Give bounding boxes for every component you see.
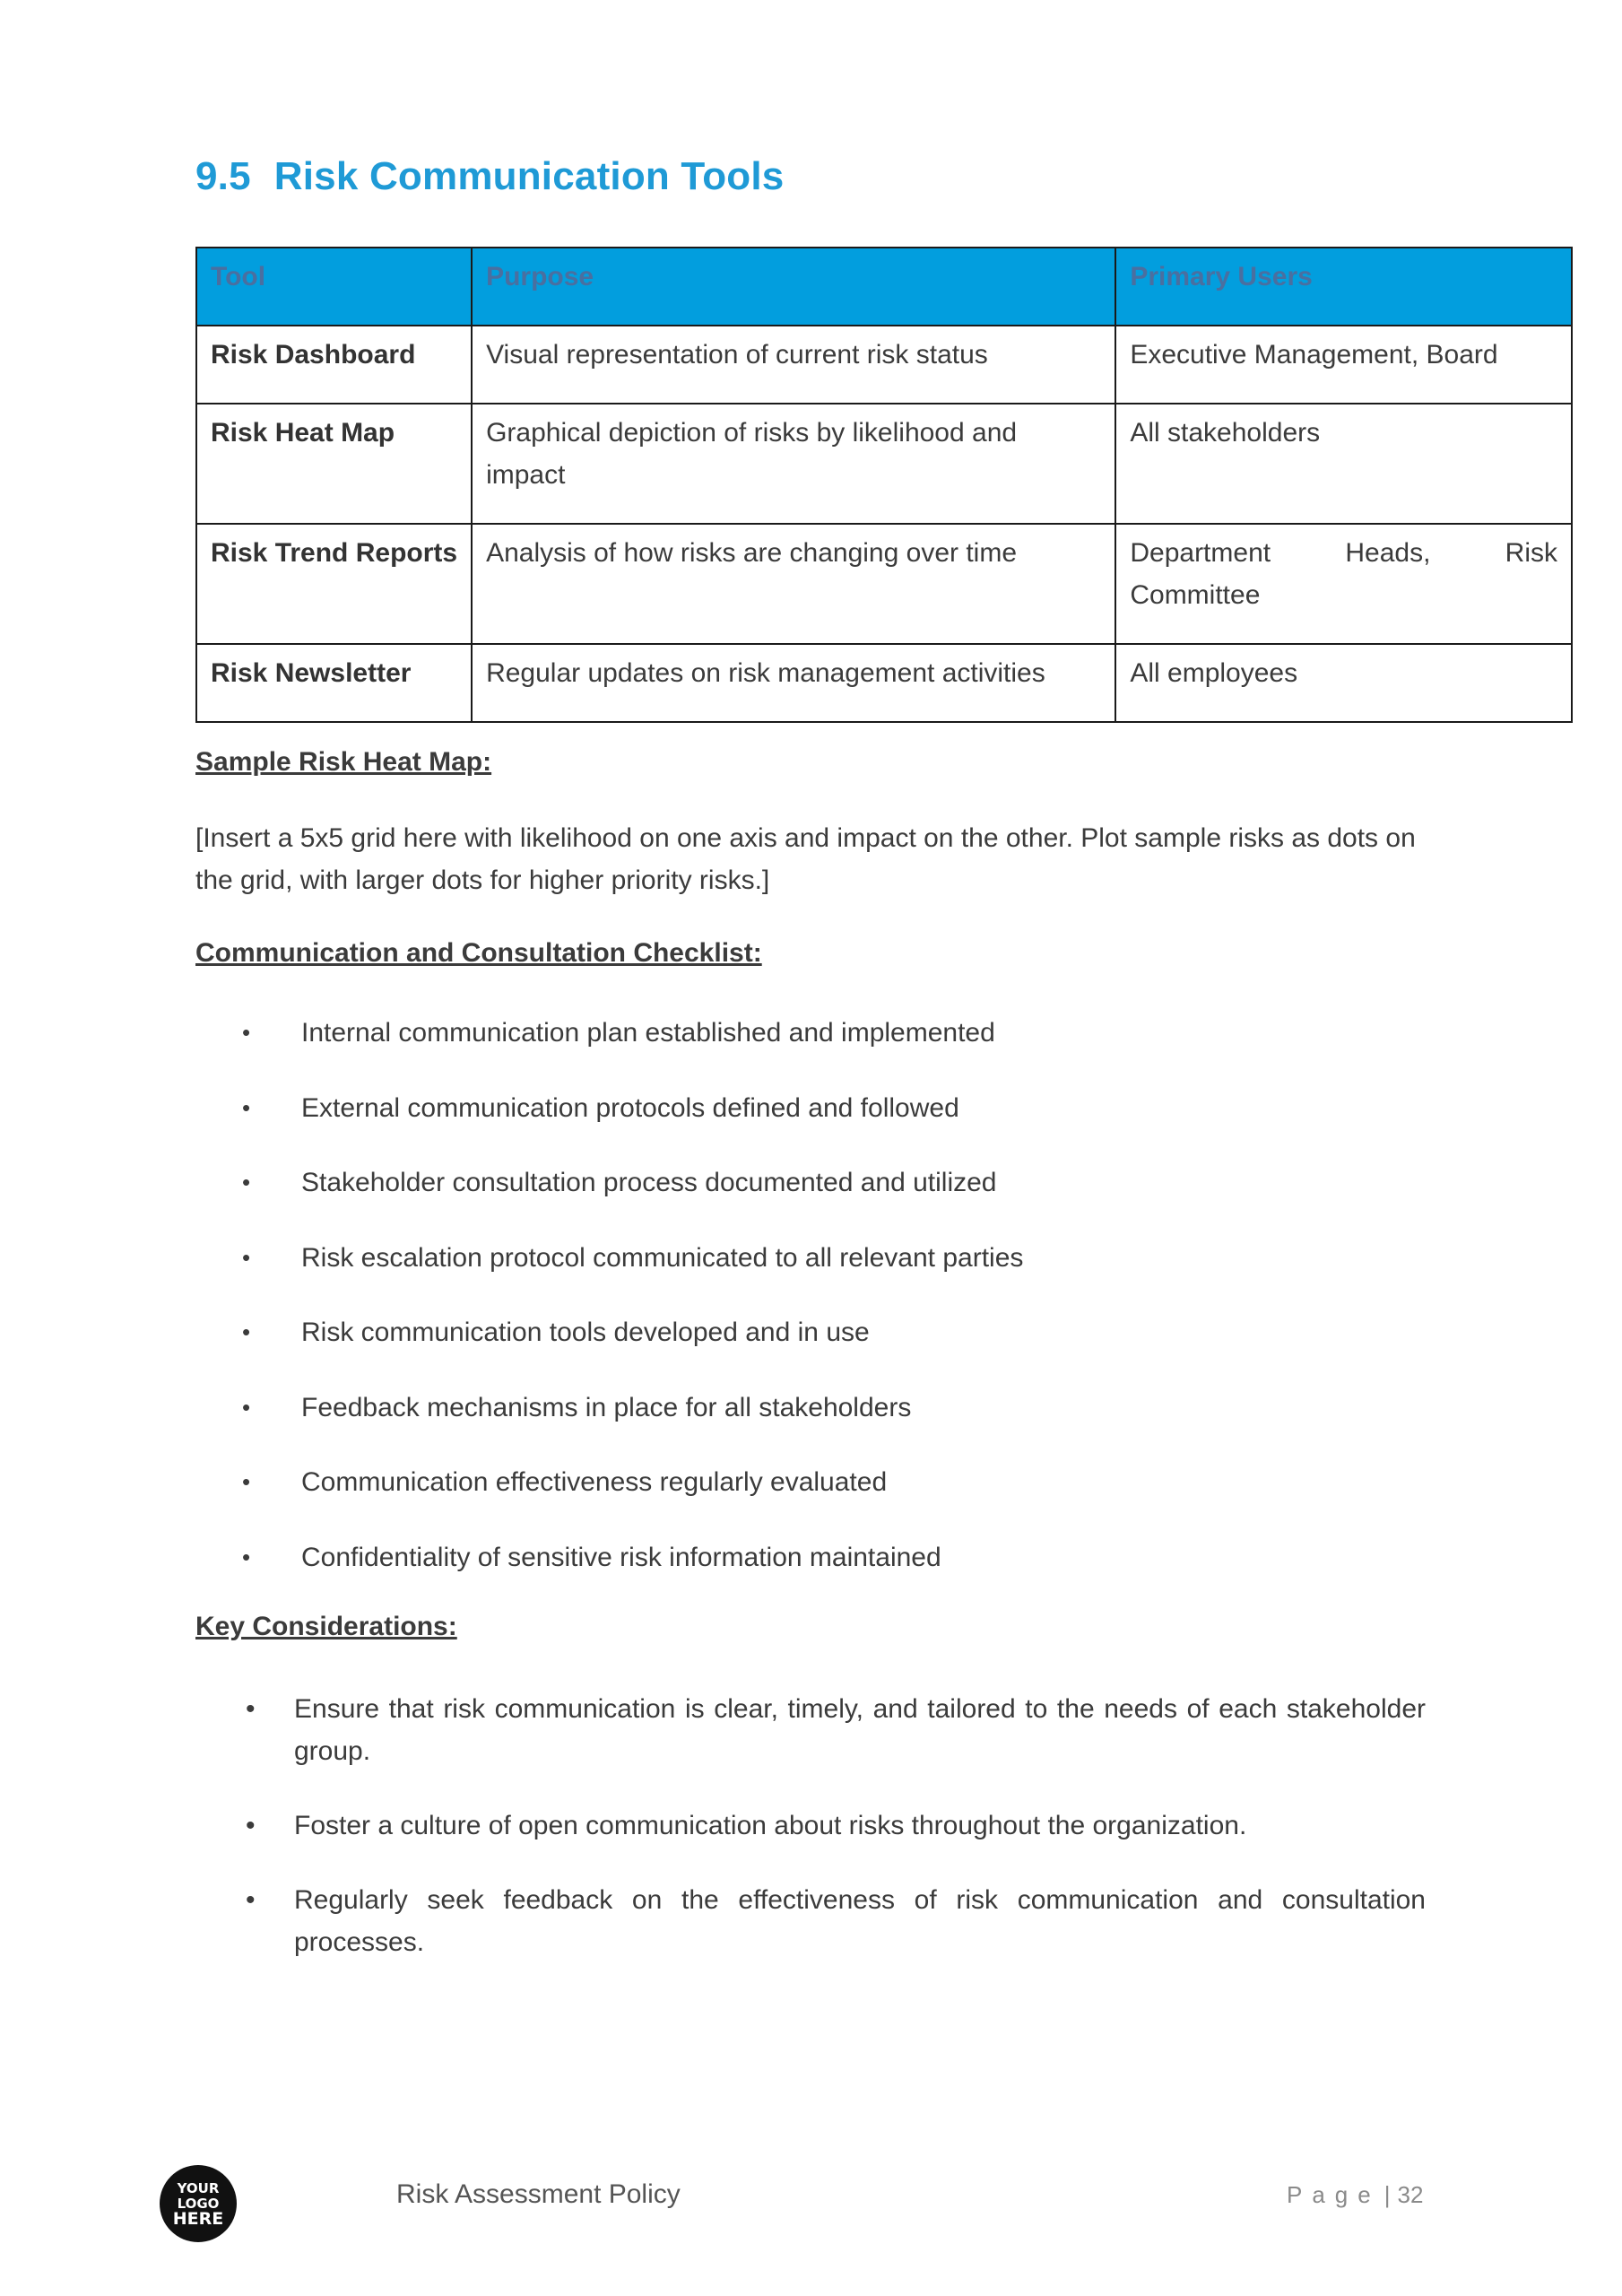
- footer-document-title: Risk Assessment Policy: [396, 2179, 681, 2209]
- list-item-text: Ensure that risk communication is clear, timely, and tailored to the needs of each stakeholder group.: [294, 1694, 1426, 1766]
- list-item-text: Foster a culture of open communication about risks throughout the organization.: [294, 1811, 1247, 1840]
- table-row: [196, 326, 1572, 404]
- bullet-icon: •: [242, 1243, 251, 1271]
- section-title: Risk Communication Tools: [273, 154, 785, 198]
- list-item: [242, 1461, 1408, 1536]
- company-logo: [160, 2165, 237, 2242]
- list-item: [242, 1237, 1408, 1312]
- page-label: Page: [1287, 2181, 1381, 2208]
- users-cell: Executive Management, Board: [1115, 326, 1572, 404]
- header-purpose: Purpose: [472, 248, 1115, 326]
- list-item: [242, 1161, 1408, 1237]
- list-item-text: Confidentiality of sensitive risk information maintained: [301, 1542, 941, 1572]
- header-primary-users: Primary Users: [1115, 248, 1572, 326]
- bullet-icon: •: [242, 1393, 251, 1421]
- list-item-text: Risk escalation protocol communicated to all relevant parties: [301, 1242, 1024, 1273]
- list-item-text: Communication effectiveness regularly evaluated: [301, 1467, 888, 1497]
- heatmap-placeholder-note: [Insert a 5x5 grid here with likelihood on one axis and impact on the other. Plot sample risks as dots on the grid, with larger dots for higher priority risks.]: [195, 823, 1416, 895]
- bullet-icon: •: [242, 1169, 251, 1196]
- table-row: [196, 404, 1572, 524]
- key-considerations-label: Key Considerations:: [195, 1612, 457, 1641]
- bullet-icon: •: [242, 1468, 251, 1495]
- list-item: [242, 1536, 1408, 1612]
- checklist: [242, 1012, 1408, 1611]
- purpose-cell: Regular updates on risk management activities: [472, 644, 1115, 722]
- bullet-icon: •: [246, 1811, 256, 1840]
- page-number: 32: [1397, 2181, 1424, 2208]
- purpose-cell: Visual representation of current risk status: [472, 326, 1115, 404]
- list-item: [242, 1688, 1426, 1772]
- logo-line: LOGO: [177, 2195, 220, 2212]
- bullet-icon: •: [242, 1093, 251, 1121]
- tool-cell: Risk Dashboard: [196, 326, 472, 404]
- header-tool: Tool: [196, 248, 472, 326]
- bullet-icon: •: [242, 1318, 251, 1345]
- tool-cell: Risk Newsletter: [196, 644, 472, 722]
- bullet-icon: •: [242, 1543, 251, 1570]
- section-number: 9.5: [195, 154, 251, 198]
- heatmap-label: Sample Risk Heat Map:: [195, 747, 492, 777]
- list-item-text: External communication protocols defined and followed: [301, 1092, 959, 1123]
- list-item-text: Stakeholder consultation process documented and utilized: [301, 1168, 997, 1197]
- list-item: [242, 1387, 1408, 1462]
- table-header-row: [196, 248, 1572, 326]
- bullet-icon: •: [246, 1885, 256, 1915]
- communication-tools-table: [195, 247, 1573, 723]
- purpose-cell: Analysis of how risks are changing over time: [472, 524, 1115, 644]
- table-row: [196, 644, 1572, 722]
- logo-line: HERE: [172, 2208, 224, 2229]
- key-considerations-list: [242, 1688, 1426, 1996]
- users-cell: All stakeholders: [1115, 404, 1572, 524]
- list-item: [242, 1879, 1426, 1963]
- list-item-text: Feedback mechanisms in place for all stakeholders: [301, 1392, 912, 1422]
- users-cell: Department Heads, Risk Committee: [1115, 524, 1572, 644]
- page-separator: |: [1383, 2181, 1391, 2208]
- purpose-cell: Graphical depiction of risks by likelihood and impact: [472, 404, 1115, 524]
- tool-cell: Risk Heat Map: [196, 404, 472, 524]
- footer-page-number: [1287, 2181, 1423, 2209]
- list-item: [242, 1311, 1408, 1387]
- list-item: [242, 1012, 1408, 1087]
- logo-line: YOUR: [177, 2179, 220, 2196]
- checklist-label: Communication and Consultation Checklist:: [195, 938, 762, 968]
- section-heading: [195, 154, 784, 199]
- list-item: [242, 1087, 1408, 1162]
- tool-cell: Risk Trend Reports: [196, 524, 472, 644]
- list-item-text: Internal communication plan established and implemented: [301, 1018, 995, 1048]
- list-item-text: Regularly seek feedback on the effectiveness of risk communication and consultation processes.: [294, 1885, 1426, 1957]
- bullet-icon: •: [246, 1694, 256, 1724]
- list-item: [242, 1805, 1426, 1847]
- users-cell: All employees: [1115, 644, 1572, 722]
- list-item-text: Risk communication tools developed and in use: [301, 1318, 870, 1347]
- table-row: [196, 524, 1572, 644]
- bullet-icon: •: [242, 1019, 251, 1046]
